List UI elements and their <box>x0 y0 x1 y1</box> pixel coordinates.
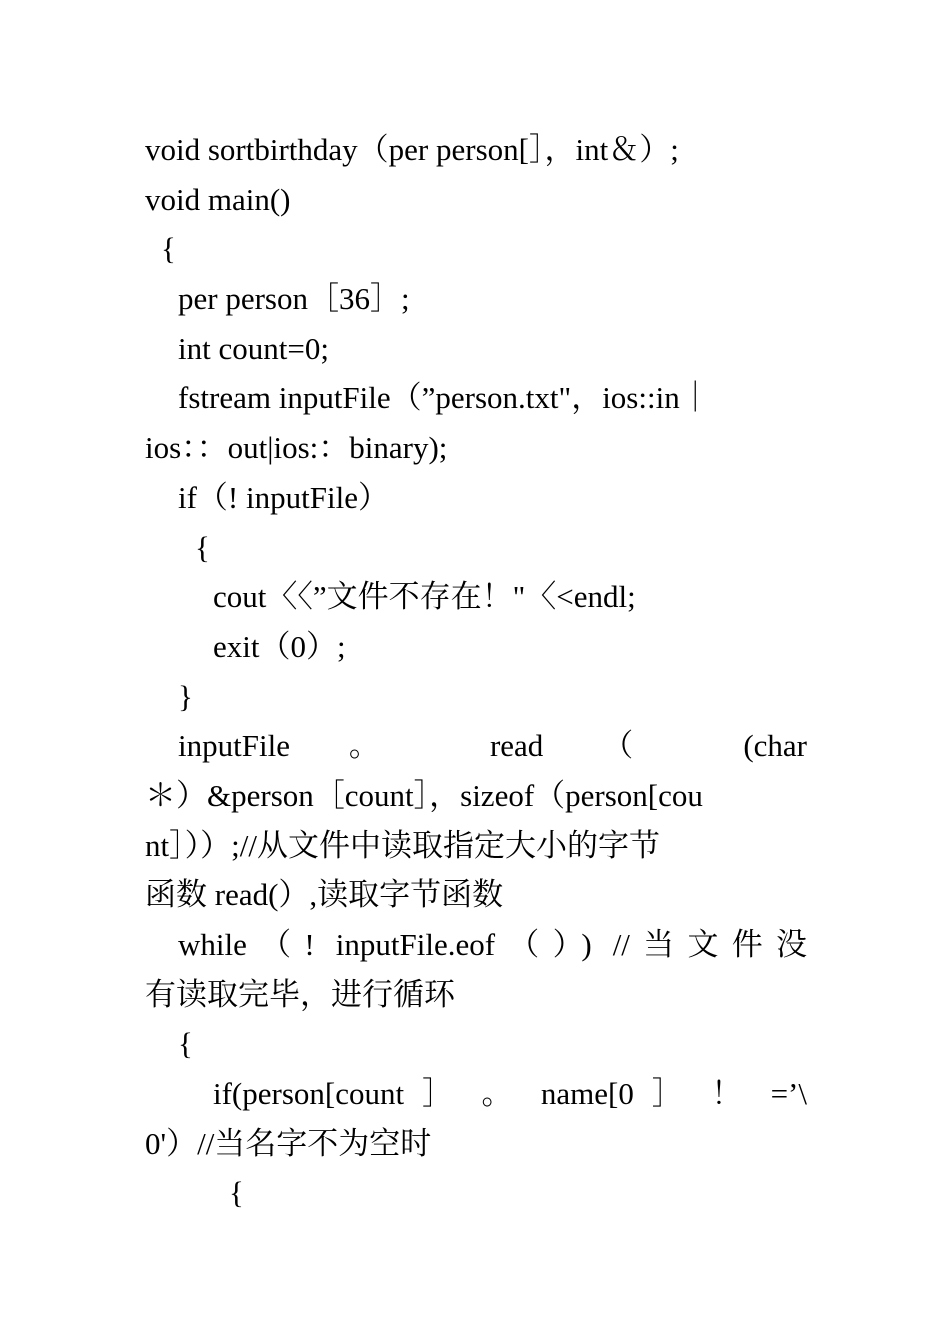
code-line-if-close-brace: } <box>178 678 193 714</box>
code-line-if-name-check: if(person[count ］ 。 name[0 ］ ！ =’\ <box>213 1076 807 1112</box>
code-line-inner-open-brace: { <box>229 1175 244 1211</box>
code-line-fstream-open: fstream inputFile（”person.txt"，ios::in｜ <box>178 380 711 416</box>
code-line-fstream-flags: ios：：out|ios:：binary); <box>145 430 448 466</box>
code-line-read-comment-cont: 函数 read(）,读取字节函数 <box>145 877 504 913</box>
code-line-cout-error: cout〈〈”文件不存在！"〈<endl; <box>213 579 636 615</box>
code-line-read-args: ＊）&person［count］，sizeof（person[cou <box>145 777 703 813</box>
code-line-exit: exit（0）; <box>213 628 346 664</box>
code-line-while-open-brace: { <box>178 1026 193 1062</box>
code-line-read-call: inputFile 。 read （ (char <box>178 728 807 764</box>
code-line-count-init: int count=0; <box>178 330 329 366</box>
code-line-while-eof: while（! inputFile.eof（）) //当文件没 <box>178 927 807 962</box>
code-line-if-open-brace: { <box>195 529 210 565</box>
code-line-while-comment: 有读取完毕，进行循环 <box>145 976 455 1012</box>
code-line-if-not-file: if（! inputFile） <box>178 479 389 515</box>
code-line-main-signature: void main() <box>145 181 291 217</box>
code-line-if-name-comment: 0'）//当名字不为空时 <box>145 1125 432 1161</box>
code-line-sortbirthday-declaration: void sortbirthday（per person[］，int＆）; <box>145 132 679 167</box>
code-listing <box>145 125 807 1218</box>
code-line-open-brace: { <box>161 231 176 267</box>
code-line-person-array: per person［36］; <box>178 281 410 317</box>
code-line-read-comment: nt］））;//从文件中读取指定大小的字节 <box>145 827 660 863</box>
